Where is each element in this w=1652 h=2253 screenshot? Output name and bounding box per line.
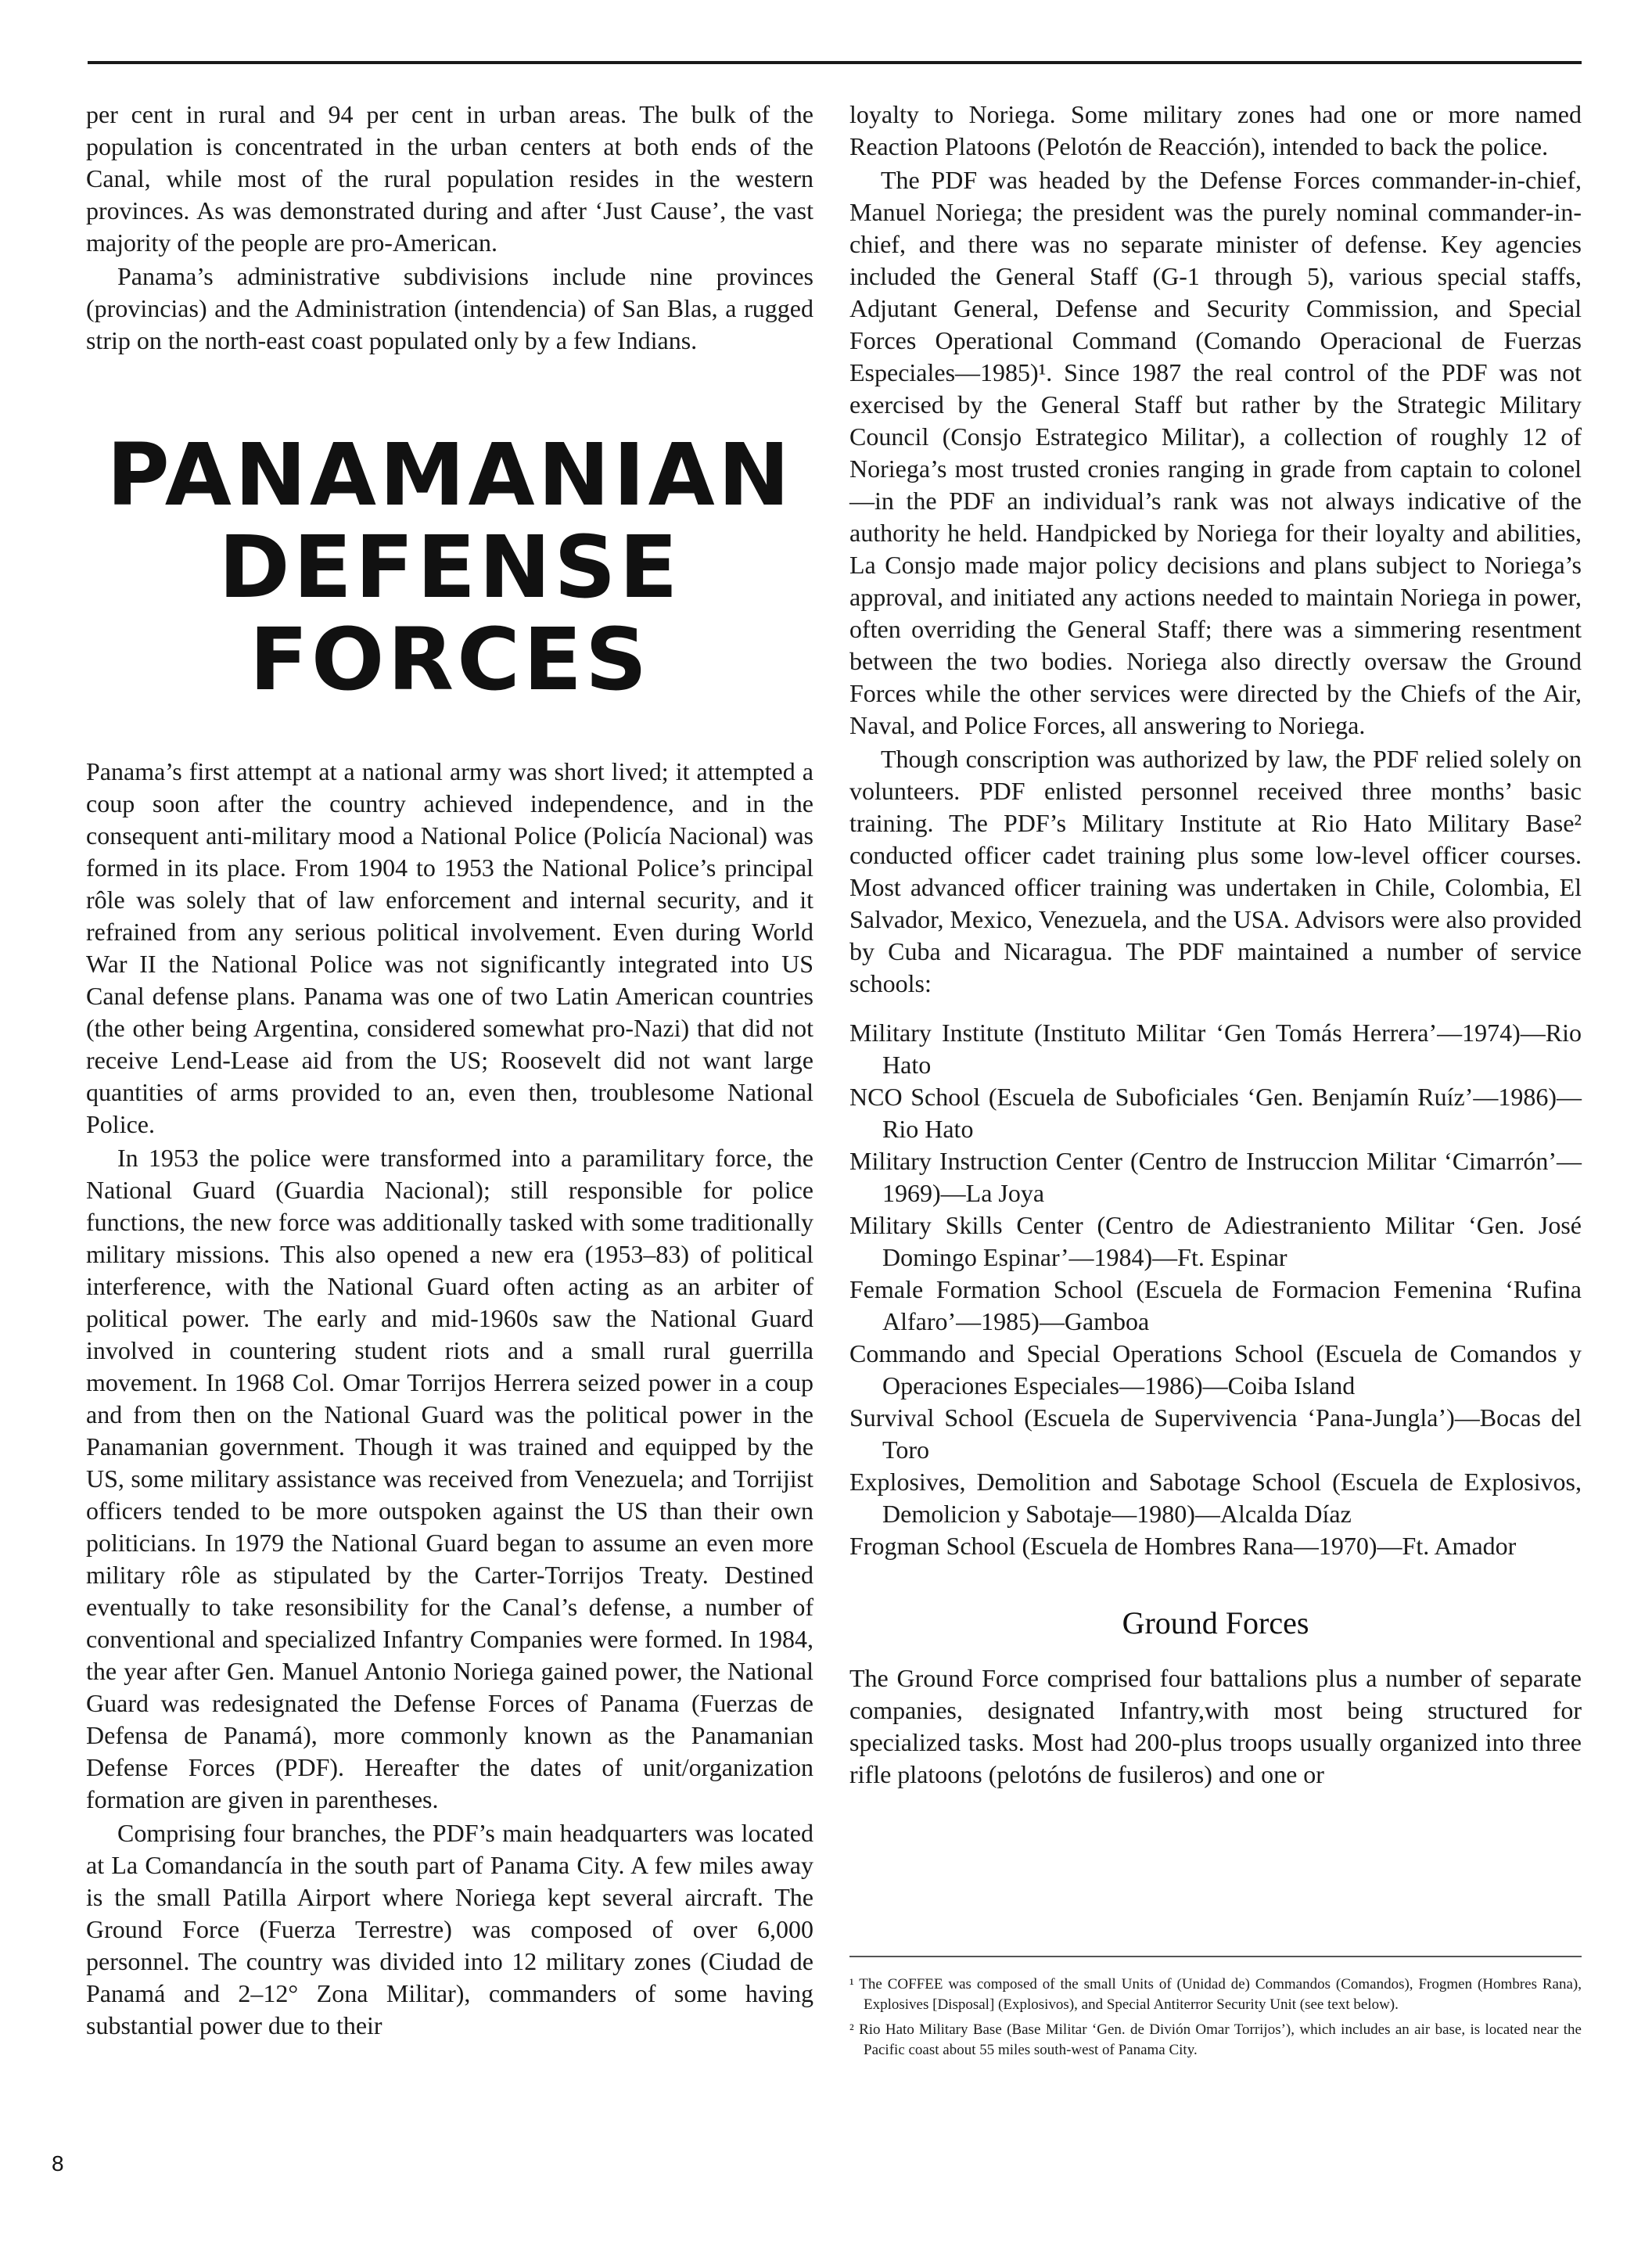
page-number: 8: [52, 2151, 64, 2176]
list-item: Military Skills Center (Centro de Adiestraniento Militar ‘Gen. José Domingo Espinar’—1984)—Ft. Espinar: [849, 1211, 1582, 1271]
title-line: PANAMANIAN: [106, 425, 793, 525]
list-item: Survival School (Escuela de Supervivencia ‘Pana-Jungla’)—Bocas del Toro: [849, 1403, 1582, 1464]
list-item: Military Instruction Center (Centro de Instruccion Militar ‘Cimarrón’—1969)—La Joya: [849, 1147, 1582, 1207]
body-paragraph: The Ground Force comprised four battalions plus a number of separate companies, designated Infantry,with most being structured for specialized tasks. Most had 200-plus troops usually organized into three rifle platoons (pelotóns de fusileros) and one or: [849, 1664, 1582, 1788]
body-paragraph: Comprising four branches, the PDF’s main headquarters was located at La Comandancía in the south part of Panama City. A few miles away is the small Patilla Airport where Noriega kept several aircraft. The Ground Force (Fuerza Terrestre) was composed of over 6,000 personnel. The country was divided into 12 military zones (Ciudad de Panamá and 2–12° Zona Militar), commanders of some having substantial power due to their: [86, 1819, 813, 2039]
list-item: Frogman School (Escuela de Hombres Rana—1970)—Ft. Amador: [849, 1532, 1517, 1560]
right-column: [849, 99, 1582, 1791]
intro-paragraph: Panama’s administrative subdivisions include nine provinces (provincias) and the Administration (intendencia) of San Blas, a rugged strip on the north-east coast populated only by a few Indians.: [86, 262, 813, 354]
footnotes: [849, 1956, 1582, 2065]
body-paragraph: The PDF was headed by the Defense Forces commander-in-chief, Manuel Noriega; the president was the purely nominal commander-in-chief, and there was no separate minister of defense. Key agencies included the General Staff (G-1 through 5), various special staffs, Adjutant General, Defense and Security Commission, and Special Forces Operational Command (Comando Operacional de Fuerzas Especiales—1985)¹. Since 1987 the real control of the PDF was not exercised by the General Staff but rather by the Strategic Military Council (Consjo Estrategico Militar), a collection of roughly 12 of Noriega’s most trusted cronies ranging in grade from captain to colonel—in the PDF an individual’s rank was not always indicative of the authority he held. Handpicked by Noriega for their loyalty and abilities, La Consjo made major policy decisions and plans subject to Noriega’s approval, and initiated any actions needed to maintain Noriega in power, often overriding the General Staff; there was a simmering resentment between the two bodies. Noriega also directly oversaw the Ground Forces while the other services were directed by the Chiefs of the Air, Naval, and Police Forces, all answering to Noriega.: [849, 166, 1582, 739]
list-item: Commando and Special Operations School (Escuela de Comandos y Operaciones Especiales—1986)—Coiba Island: [849, 1339, 1582, 1400]
list-item: Explosives, Demolition and Sabotage School (Escuela de Explosivos, Demolicion y Sabotaje—1980)—Alcalda Díaz: [849, 1468, 1582, 1528]
top-rule: [88, 61, 1582, 64]
intro-paragraph: per cent in rural and 94 per cent in urban areas. The bulk of the population is concentrated in the urban centers at both ends of the Canal, while most of the rural population resides in the western provinces. As was demonstrated during and after ‘Just Cause’, the vast majority of the people are pro-American.: [86, 100, 813, 257]
title-line: DEFENSE: [218, 517, 681, 617]
title-line: FORCES: [249, 609, 651, 710]
service-schools-list: [849, 1017, 1582, 1562]
page-title: [86, 425, 813, 710]
list-item: NCO School (Escuela de Suboficiales ‘Gen. Benjamín Ruíz’—1986)—Rio Hato: [849, 1083, 1582, 1143]
list-item: Female Formation School (Escuela de Formacion Femenina ‘Rufina Alfaro’—1985)—Gamboa: [849, 1275, 1582, 1335]
body-paragraph: Panama’s first attempt at a national army was short lived; it attempted a coup soon after the country achieved independence, and in the consequent anti-military mood a National Police (Policía Nacional) was formed in its place. From 1904 to 1953 the National Police’s principal rôle was solely that of law enforcement and internal security, and it refrained from any serious political involvement. Even during World War II the National Police was not significantly integrated into US Canal defense plans. Panama was one of two Latin American countries (the other being Argentina, considered somewhat pro-Nazi) that did not receive Lend-Lease aid from the US; Roosevelt did not want large quantities of arms provided to an, even then, troublesome National Police.: [86, 757, 813, 1138]
body-paragraph: loyalty to Noriega. Some military zones had one or more named Reaction Platoons (Pelotón de Reacción), intended to back the police.: [849, 100, 1582, 160]
body-paragraph: Though conscription was authorized by law, the PDF relied solely on volunteers. PDF enlisted personnel received three months’ basic training. The PDF’s Military Institute at Rio Hato Military Base² conducted officer cadet training plus some low-level officer courses. Most advanced officer training was undertaken in Chile, Colombia, El Salvador, Mexico, Venezuela, and the USA. Advisors were also provided by Cuba and Nicaragua. The PDF maintained a number of service schools:: [849, 745, 1582, 997]
footnote: ² Rio Hato Military Base (Base Militar ‘Gen. de Divión Omar Torrijos’), which includes an air base, is located near the Pacific coast about 55 miles south-west of Panama City.: [849, 2021, 1582, 2058]
section-heading: Ground Forces: [1122, 1605, 1309, 1640]
left-column: [86, 99, 813, 2042]
footnote: ¹ The COFFEE was composed of the small Units of (Unidad de) Commandos (Comandos), Frogmen (Hombres Rana), Explosives [Disposal] (Explosivos), and Special Antiterror Security Unit (see text below).: [849, 1976, 1582, 2013]
list-item: Military Institute (Instituto Militar ‘Gen Tomás Herrera’—1974)—Rio Hato: [849, 1019, 1582, 1079]
body-paragraph: In 1953 the police were transformed into a paramilitary force, the National Guard (Guardia Nacional); still responsible for police functions, the new force was additionally tasked with some traditionally military missions. This also opened a new era (1953–83) of political interference, with the National Guard often acting as an arbiter of political power. The early and mid-1960s saw the National Guard involved in countering student riots and a small rural guerrilla movement. In 1968 Col. Omar Torrijos Herrera seized power in a coup and from then on the National Guard was the political power in the Panamanian government. Though it was trained and equipped by the US, some military assistance was received from Venezuela; and Torrijist officers tended to be more outspoken against the US than their own politicians. In 1979 the National Guard began to assume an even more military rôle as stipulated by the Carter-Torrijos Treaty. Destined eventually to take resonsibility for the Canal’s defense, a number of conventional and specialized Infantry Companies were formed. In 1984, the year after Gen. Manuel Antonio Noriega gained power, the National Guard was redesignated the Defense Forces of Panama (Fuerzas de Defensa de Panamá), more commonly known as the Panamanian Defense Forces (PDF). Hereafter the dates of unit/organization formation are given in parentheses.: [86, 1144, 813, 1813]
